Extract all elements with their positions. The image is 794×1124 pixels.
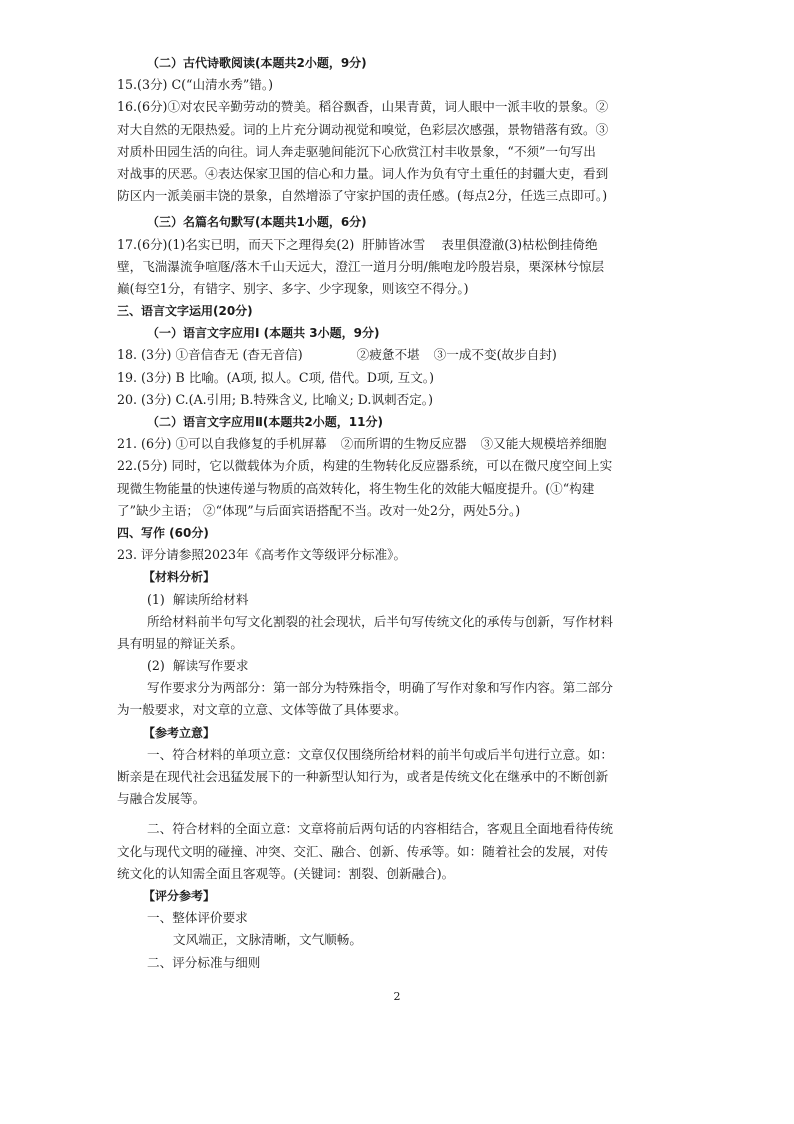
q17-line: 17.(6分)(1)名实已明，而天下之理得矣(2) 肝肺皆冰雪 表里俱澄澈(3)枯松倒挂倚绝	[117, 236, 598, 252]
q16-line: 对战事的厌恶。④表达保家卫国的信心和力量。词人作为负有守土重任的封疆大吏，看到	[117, 165, 609, 181]
q18-part-a: 18. (3分) ①音信杳无 (杳无音信)	[117, 347, 303, 363]
ideas-line: 一、符合材料的单项立意：文章仅仅围绕所给材料的前半句或后半句进行立意。如：	[147, 746, 613, 762]
q18-part-b: ②疲惫不堪	[356, 347, 420, 363]
scoring-item1: 一、整体评价要求	[147, 910, 248, 926]
ideas-line: 统文化的认知需全面且客观等。(关键词：割裂、创新融合)。	[117, 865, 455, 881]
answer-q23: 23. 评分请参照2023年《高考作文等级评分标准》。	[117, 547, 407, 563]
q17-line: 巅(每空1分，有错字、别字、多字、少字现象，则该空不得分。)	[117, 280, 469, 296]
material-p1-title: (1) 解读所给材料	[147, 591, 249, 607]
q22-line: 22.(5分) 同时，它以微载体为介质，构建的生物转化反应器系统，可以在微尺度空间上实	[117, 458, 613, 474]
q21-part-c: ③又能大规模培养细胞	[480, 436, 607, 452]
answer-page	[117, 52, 677, 974]
material-line: 写作要求分为两部分：第一部分为特殊指令，明确了写作对象和写作内容。第二部分	[147, 680, 613, 696]
material-line: 所给材料前半句写文化割裂的社会现状，后半句写传统文化的承传与创新，写作材料	[147, 613, 613, 629]
ideas-p2	[117, 818, 677, 885]
ideas-line: 文化与现代文明的碰撞、冲突、交汇、融合、创新、传承等。如：随着社会的发展，对传	[117, 843, 609, 859]
material-p2-title: (2) 解读写作要求	[147, 658, 249, 674]
ideas-p1	[117, 744, 677, 811]
q16-line: 对质朴田园生活的向往。词人奔走驱驰间能沉下心欣赏江村丰收景象，“不须”一句写出	[117, 143, 596, 159]
material-line: 具有明显的辩证关系。	[117, 635, 243, 651]
q21-part-a: 21. (6分) ①可以自我修复的手机屏幕	[117, 436, 327, 452]
answer-q16	[117, 96, 677, 207]
ideas-line: 断亲是在现代社会迅猛发展下的一种新型认知行为，或者是传统文化在继承中的不断创新	[117, 769, 609, 784]
q22-line: 现微生物能量的快速传递与物质的高效转化，将生物生化的效能大幅度提升。(①“构建	[117, 480, 595, 496]
material-p2-body	[117, 677, 677, 721]
section-poetry-heading: （二）古代诗歌阅读(本题共2小题，9分)	[147, 56, 367, 70]
reference-ideas-title: 【参考立意】	[143, 725, 216, 740]
q16-line: 防区内一派美丽丰饶的景象，自然增添了守家护国的责任感。(每点2分，任选三点即可。)	[117, 188, 608, 204]
q22-line: 了”缺少主语； ②“体现”与后面宾语搭配不当。改对一处2分，两处5分。)	[117, 502, 521, 518]
material-line: 为一般要求，对文章的立意、文体等做了具体要求。	[117, 702, 407, 718]
part4-heading: 四、写作 (60分)	[117, 525, 209, 540]
q18-part-c: ③一成不变(故步自封)	[433, 347, 557, 363]
answer-q17	[117, 234, 677, 301]
q21-part-b: ②而所谓的生物反应器	[340, 436, 467, 452]
material-p1-body	[117, 611, 677, 655]
answer-q20: 20. (3分) C.(A.引用; B.特殊含义, 比喻义; D.讽刺否定。)	[117, 391, 434, 407]
answer-q21	[117, 433, 677, 455]
section-lang2-heading: （二）语言文字应用Ⅱ(本题共2小题，11分)	[147, 415, 383, 429]
q16-line: 16.(6分)①对农民辛勤劳动的赞美。稻谷飘香，山果青黄，词人眼中一派丰收的景象。②	[117, 99, 609, 115]
section-dictation-heading: （三）名篇名句默写(本题共1小题，6分)	[147, 215, 367, 230]
answer-q18	[117, 344, 677, 366]
section-lang1-heading: （一）语言文字应用Ⅰ (本题共 3小题，9分)	[147, 326, 380, 341]
ideas-line: 与融合发展等。	[117, 791, 206, 807]
answer-q19: 19. (3分) B 比喻。(A项, 拟人。C项, 借代。D项, 互文。)	[117, 369, 435, 385]
scoring-item1-body: 文风端正，文脉清晰，文气顺畅。	[173, 932, 362, 948]
page-number: 2	[393, 990, 401, 1003]
q17-line: 壁，飞湍瀑流争喧豗/落木千山天远大，澄江一道月分明/熊咆龙吟殷岩泉，栗深林兮惊层	[117, 258, 605, 274]
ideas-line: 二、符合材料的全面立意：文章将前后两句话的内容相结合，客观且全面地看待传统	[147, 821, 613, 837]
q16-line: 对大自然的无限热爱。词的上片充分调动视觉和嗅觉，色彩层次感强，景物错落有致。③	[117, 121, 609, 137]
answer-q15: 15.(3分) C(“山清水秀”错。)	[117, 77, 274, 93]
scoring-item2: 二、评分标准与细则	[147, 954, 261, 970]
scoring-reference-title: 【评分参考】	[143, 888, 216, 903]
answer-q22	[117, 455, 677, 522]
part3-heading: 三、语言文字运用(20分)	[117, 304, 253, 319]
material-analysis-title: 【材料分析】	[143, 570, 216, 585]
